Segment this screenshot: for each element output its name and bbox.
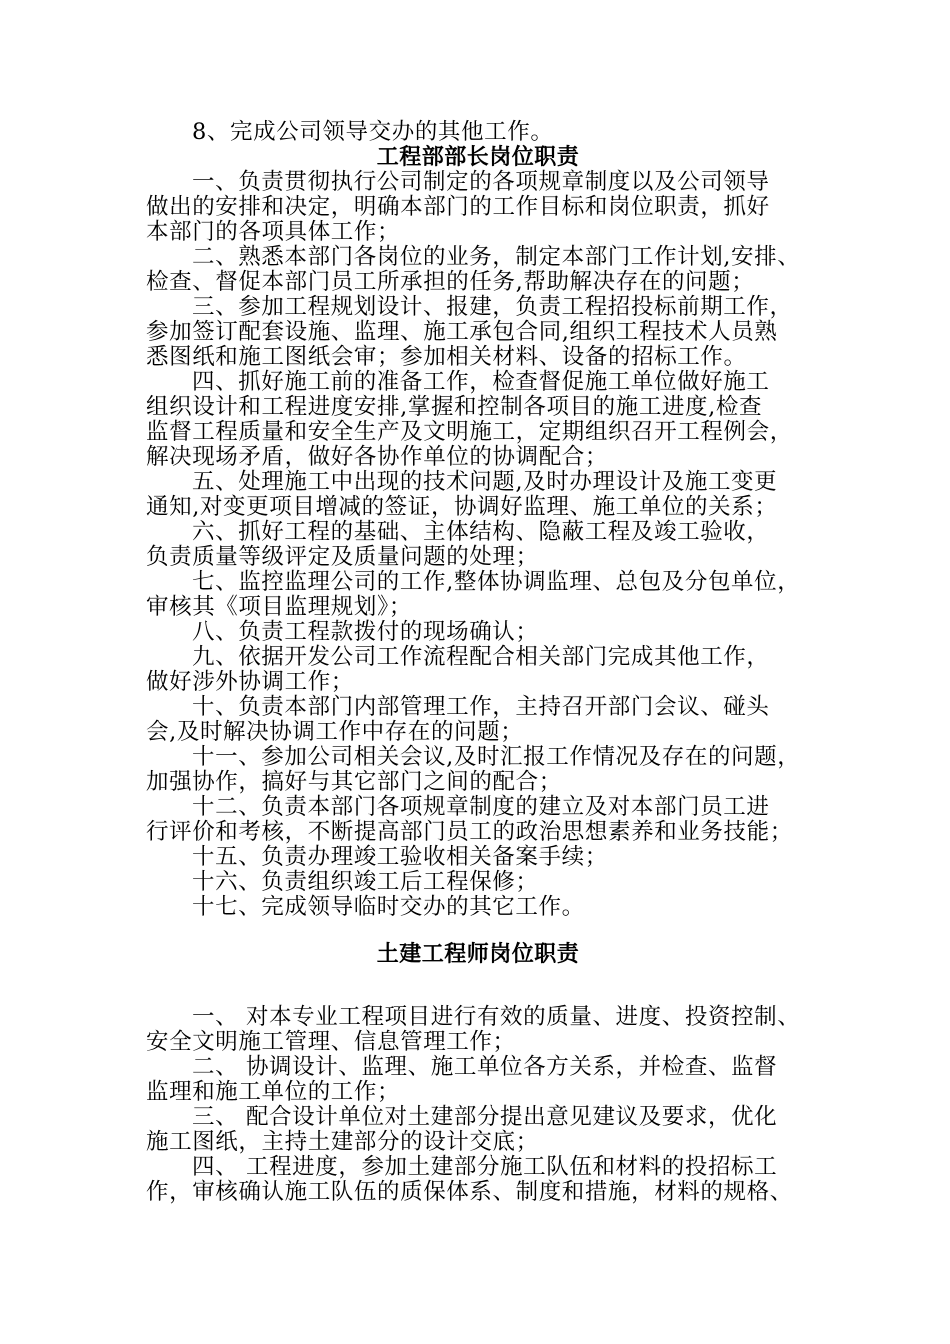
- paragraph-line: 解决现场矛盾，做好各协作单位的协调配合；: [146, 444, 609, 470]
- paragraph-line: 审核其《项目监理规划》；: [146, 594, 412, 620]
- paragraph-line: 负责质量等级评定及质量问题的处理；: [146, 544, 539, 570]
- section-title-engineering-head: 工程部部长岗位职责: [376, 144, 580, 170]
- paragraph-line: 监理和施工单位的工作；: [146, 1079, 401, 1105]
- paragraph-line: 十二、负责本部门各项规章制度的建立及对本部门员工进: [192, 794, 770, 820]
- paragraph-line: 十六、负责组织竣工后工程保修；: [192, 869, 539, 895]
- paragraph-line: 二、 协调设计、监理、施工单位各方关系，并检查、监督: [192, 1054, 778, 1080]
- paragraph-line: 监督工程质量和安全生产及文明施工，定期组织召开工程例会，: [146, 419, 793, 445]
- paragraph-line: 三、 配合设计单位对土建部分提出意见建议及要求，优化: [192, 1104, 778, 1130]
- paragraph-line: 六、抓好工程的基础、主体结构、隐蔽工程及竣工验收，: [192, 519, 770, 545]
- paragraph-line: 会,及时解决协调工作中存在的问题；: [146, 719, 524, 745]
- paragraph-line: 安全文明施工管理、信息管理工作；: [146, 1029, 516, 1055]
- paragraph-line: 施工图纸，主持土建部分的设计交底；: [146, 1129, 539, 1155]
- paragraph-line: 作，审核确认施工队伍的质保体系、制度和措施，材料的规格、: [146, 1179, 793, 1205]
- paragraph-line: 8、完成公司领导交办的其他工作。: [192, 119, 554, 145]
- paragraph-line: 组织设计和工程进度安排,掌握和控制各项目的施工进度,检查: [146, 394, 763, 420]
- paragraph-line: 悉图纸和施工图纸会审；参加相关材料、设备的招标工作。: [146, 344, 747, 370]
- paragraph-line: 一、 对本专业工程项目进行有效的质量、进度、投资控制、: [192, 1004, 801, 1030]
- paragraph-line: 检查、督促本部门员工所承担的任务,帮助解决存在的问题；: [146, 269, 755, 295]
- document-page: [146, 120, 810, 1205]
- paragraph-line: 做出的安排和决定，明确本部门的工作目标和岗位职责，抓好: [146, 194, 770, 220]
- spacer: [146, 920, 810, 942]
- paragraph-line: 九、依据开发公司工作流程配合相关部门完成其他工作，: [192, 644, 770, 670]
- paragraph-line: 十五、负责办理竣工验收相关备案手续；: [192, 844, 608, 870]
- spacer: [146, 967, 810, 1005]
- paragraph-line: 四、 工程进度，参加土建部分施工队伍和材料的投招标工: [192, 1154, 778, 1180]
- paragraph-line: 七、监控监理公司的工作,整体协调监理、总包及分包单位，: [192, 569, 801, 595]
- paragraph-line: 参加签订配套设施、监理、施工承包合同,组织工程技术人员熟: [146, 319, 778, 345]
- paragraph-line: 行评价和考核，不断提高部门员工的政治思想素养和业务技能；: [146, 819, 793, 845]
- paragraph-line: 一、负责贯彻执行公司制定的各项规章制度以及公司领导: [192, 169, 770, 195]
- paragraph-line: 二、熟悉本部门各岗位的业务，制定本部门工作计划,安排、: [192, 244, 801, 270]
- paragraph-line: 做好涉外协调工作；: [146, 669, 354, 695]
- paragraph-line: 四、抓好施工前的准备工作，检查督促施工单位做好施工: [192, 369, 770, 395]
- paragraph-line: 三、参加工程规划设计、报建，负责工程招投标前期工作，: [192, 294, 793, 320]
- paragraph-line: 十七、完成领导临时交办的其它工作。: [192, 894, 585, 920]
- paragraph-line: 十、负责本部门内部管理工作，主持召开部门会议、碰头: [192, 694, 770, 720]
- paragraph-line: 十一、参加公司相关会议,及时汇报工作情况及存在的问题，: [192, 744, 801, 770]
- paragraph-line: 通知,对变更项目增减的签证，协调好监理、施工单位的关系；: [146, 494, 778, 520]
- paragraph-line: 五、处理施工中出现的技术问题,及时办理设计及施工变更: [192, 469, 778, 495]
- paragraph-line: 加强协作，搞好与其它部门之间的配合；: [146, 769, 562, 795]
- paragraph-line: 八、负责工程款拨付的现场确认；: [192, 619, 539, 645]
- paragraph-line: 本部门的各项具体工作；: [146, 219, 401, 245]
- section-title-civil-engineer: 土建工程师岗位职责: [376, 941, 580, 967]
